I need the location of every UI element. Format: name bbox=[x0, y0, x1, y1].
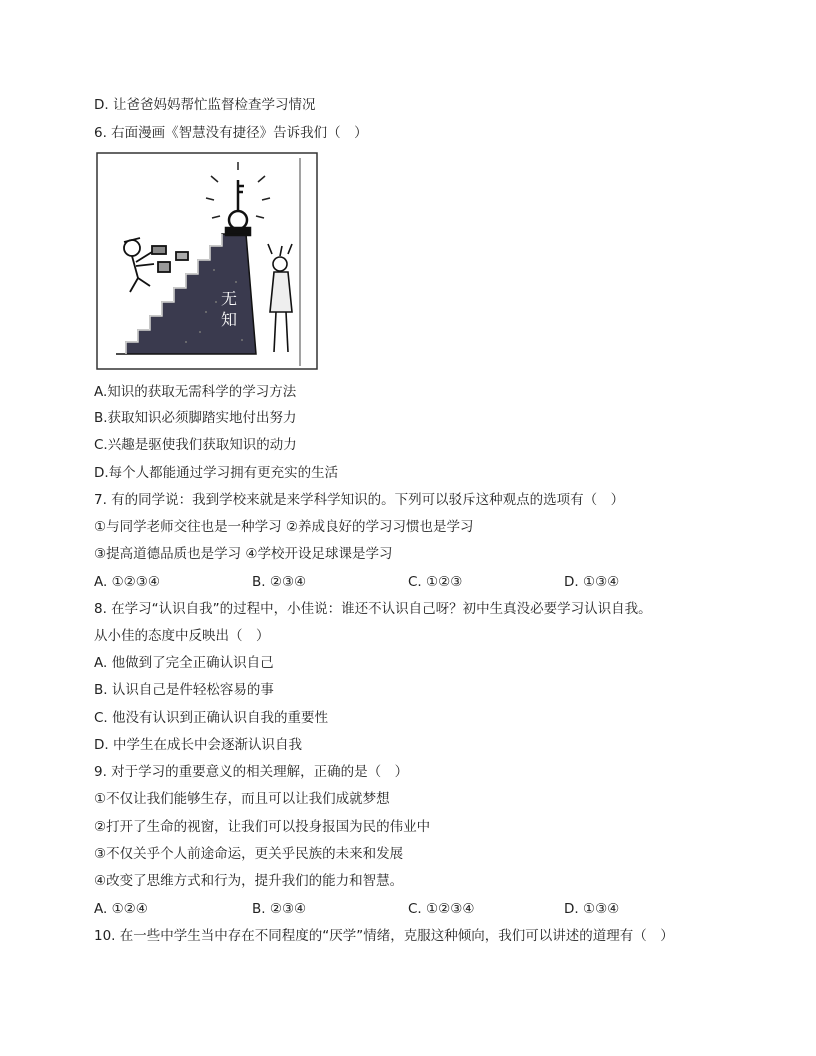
q8-option-d: D. 中学生在成长中会逐渐认识自我 bbox=[94, 737, 302, 753]
q7-choice-b: B. ②③④ bbox=[252, 574, 307, 590]
q7-items-2: ③提高道德品质也是学习 ④学校开设足球课是学习 bbox=[94, 546, 393, 562]
q8-stem-line2: 从小佳的态度中反映出（ ） bbox=[94, 628, 270, 644]
q8-option-c: C. 他没有认识到正确认识自我的重要性 bbox=[94, 710, 329, 726]
q6-stem: 6. 右面漫画《智慧没有捷径》告诉我们（ ） bbox=[94, 125, 368, 141]
q6-option-b: B.获取知识必须脚踏实地付出努力 bbox=[94, 410, 297, 426]
q7-choice-c: C. ①②③ bbox=[408, 574, 463, 590]
stair-word: 无 知 bbox=[218, 290, 238, 328]
q7-choice-a: A. ①②③④ bbox=[94, 574, 160, 590]
cartoon-wisdom-no-shortcut bbox=[96, 152, 318, 370]
q10-stem: 10. 在一些中学生当中存在不同程度的“厌学”情绪，克服这种倾向，我们可以讲述的道理有（ ） bbox=[94, 928, 674, 944]
q9-item-1: ①不仅让我们能够生存，而且可以让我们成就梦想 bbox=[94, 791, 390, 807]
q6-option-d: D.每个人都能通过学习拥有更充实的生活 bbox=[94, 465, 339, 481]
q8-option-a: A. 他做到了完全正确认识自己 bbox=[94, 655, 274, 671]
q7-stem: 7. 有的同学说：我到学校来就是来学科学知识的。下列可以驳斥这种观点的选项有（ ） bbox=[94, 492, 625, 508]
q6-cartoon bbox=[96, 152, 318, 370]
q9-item-4: ④改变了思维方式和行为，提升我们的能力和智慧。 bbox=[94, 873, 404, 889]
q6-option-a: A.知识的获取无需科学的学习方法 bbox=[94, 384, 297, 400]
q8-stem-line1: 8. 在学习“认识自我”的过程中，小佳说：谁还不认识自己呀？初中生真没必要学习认识自我。 bbox=[94, 601, 652, 617]
q7-choice-d: D. ①③④ bbox=[564, 574, 620, 590]
q9-choice-c: C. ①②③④ bbox=[408, 901, 475, 917]
q9-choice-b: B. ②③④ bbox=[252, 901, 307, 917]
q8-option-b: B. 认识自己是件轻松容易的事 bbox=[94, 682, 274, 698]
q9-item-2: ②打开了生命的视窗，让我们可以投身报国为民的伟业中 bbox=[94, 819, 431, 835]
q9-stem: 9. 对于学习的重要意义的相关理解，正确的是（ ） bbox=[94, 764, 409, 780]
q5-option-d: D. 让爸爸妈妈帮忙监督检查学习情况 bbox=[94, 97, 316, 113]
q9-choice-d: D. ①③④ bbox=[564, 901, 620, 917]
q7-items-1: ①与同学老师交往也是一种学习 ②养成良好的学习习惯也是学习 bbox=[94, 519, 474, 535]
q6-option-c: C.兴趣是驱使我们获取知识的动力 bbox=[94, 437, 297, 453]
q9-item-3: ③不仅关乎个人前途命运，更关乎民族的未来和发展 bbox=[94, 846, 404, 862]
q9-choice-a: A. ①②④ bbox=[94, 901, 148, 917]
